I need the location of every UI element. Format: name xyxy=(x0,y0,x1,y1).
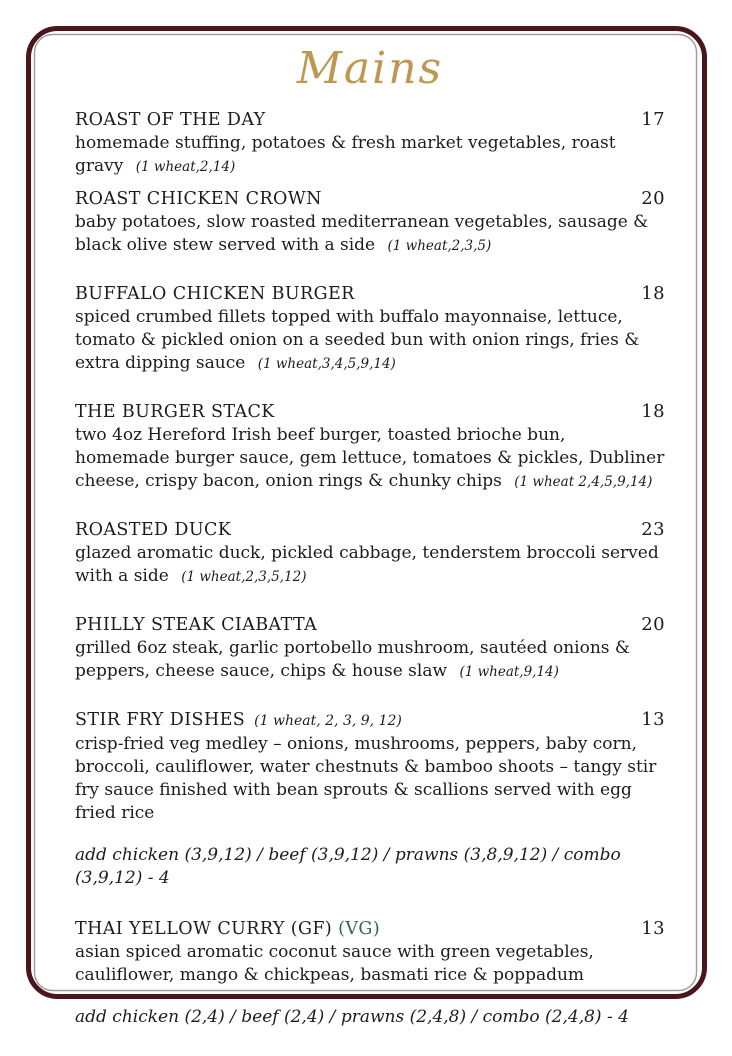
item-name: PHILLY STEAK CIABATTA xyxy=(75,615,318,635)
item-price: 13 xyxy=(641,709,665,730)
item-allergens: (1 wheat,2,3,5) xyxy=(387,238,492,254)
item-name: STIR FRY DISHES xyxy=(75,710,246,730)
menu-item xyxy=(75,613,665,684)
item-description-block xyxy=(75,211,665,258)
item-price: 18 xyxy=(641,401,665,422)
item-description-block xyxy=(75,132,665,179)
item-allergens: (1 wheat,2,3,5,12) xyxy=(181,569,307,585)
item-price: 13 xyxy=(641,918,665,939)
item-name: THAI YELLOW CURRY (GF) xyxy=(75,919,333,939)
menu-item-header xyxy=(75,282,665,306)
item-description: asian spiced aromatic coconut sauce with green vegetables, cauliflower, mango & chickpeas, basmati rice & poppadum xyxy=(75,942,594,985)
menu-item xyxy=(75,282,665,376)
item-allergens: (1 wheat 2,4,5,9,14) xyxy=(514,474,653,490)
menu-items xyxy=(75,108,665,1029)
menu-item xyxy=(75,187,665,258)
item-description: baby potatoes, slow roasted mediterranean vegetables, sausage & black olive stew served with a side xyxy=(75,212,649,255)
menu-item-header xyxy=(75,400,665,424)
item-name: THE BURGER STACK xyxy=(75,402,275,422)
menu-item-header xyxy=(75,917,665,941)
item-description: homemade stuffing, potatoes & fresh market vegetables, roast gravy xyxy=(75,133,616,176)
item-name: ROAST CHICKEN CROWN xyxy=(75,189,322,209)
item-addon-line: add chicken (2,4) / beef (2,4) / prawns (2,4,8) / combo (2,4,8) - 4 xyxy=(75,1007,629,1027)
item-name-allergens: (1 wheat, 2, 3, 9, 12) xyxy=(254,713,402,729)
item-description: crisp-fried veg medley – onions, mushrooms, peppers, baby corn, broccoli, cauliflower, water chestnuts & bamboo shoots – tangy stir fry sauce finished with bean sprouts & scallions served with egg fried rice xyxy=(75,734,657,823)
item-description: glazed aromatic duck, pickled cabbage, tenderstem broccoli served with a side xyxy=(75,543,659,586)
item-description-block xyxy=(75,542,665,589)
item-vg-tag: (VG) xyxy=(338,919,381,939)
item-name: ROASTED DUCK xyxy=(75,520,232,540)
menu-item xyxy=(75,518,665,589)
menu-item-header xyxy=(75,613,665,637)
item-price: 20 xyxy=(641,188,665,209)
menu-item-header xyxy=(75,708,665,733)
item-description: spiced crumbed fillets topped with buffalo mayonnaise, lettuce, tomato & pickled onion on a seeded bun with onion rings, fries & extra dipping sauce xyxy=(75,307,640,373)
item-price: 23 xyxy=(641,519,665,540)
item-allergens: (1 wheat,9,14) xyxy=(459,664,559,680)
item-description-block xyxy=(75,306,665,376)
menu-item-header xyxy=(75,108,665,132)
item-description-block xyxy=(75,424,665,494)
item-price: 20 xyxy=(641,614,665,635)
item-name: ROAST OF THE DAY xyxy=(75,110,266,130)
menu-item-header xyxy=(75,518,665,542)
item-description: two 4oz Hereford Irish beef burger, toasted brioche bun, homemade burger sauce, gem lettuce, tomatoes & pickles, Dubliner cheese, crispy bacon, onion rings & chunky chips xyxy=(75,425,665,491)
item-description-block xyxy=(75,733,665,825)
item-name: BUFFALO CHICKEN BURGER xyxy=(75,284,355,304)
item-description-block xyxy=(75,637,665,684)
item-description: grilled 6oz steak, garlic portobello mushroom, sautéed onions & peppers, cheese sauce, chips & house slaw xyxy=(75,638,631,681)
menu-item xyxy=(75,108,665,179)
item-addon-line: add chicken (3,9,12) / beef (3,9,12) / prawns (3,8,9,12) / combo (3,9,12) - 4 xyxy=(75,845,621,888)
item-price: 18 xyxy=(641,283,665,304)
menu-item xyxy=(75,400,665,494)
item-allergens: (1 wheat,3,4,5,9,14) xyxy=(257,356,396,372)
item-description-block xyxy=(75,941,665,987)
menu-item xyxy=(75,708,665,890)
menu-title: Mains xyxy=(296,43,444,94)
item-allergens: (1 wheat,2,14) xyxy=(135,159,236,175)
item-price: 17 xyxy=(641,109,665,130)
menu-content xyxy=(75,44,665,1056)
menu-item-header xyxy=(75,187,665,211)
menu-item xyxy=(75,917,665,1029)
